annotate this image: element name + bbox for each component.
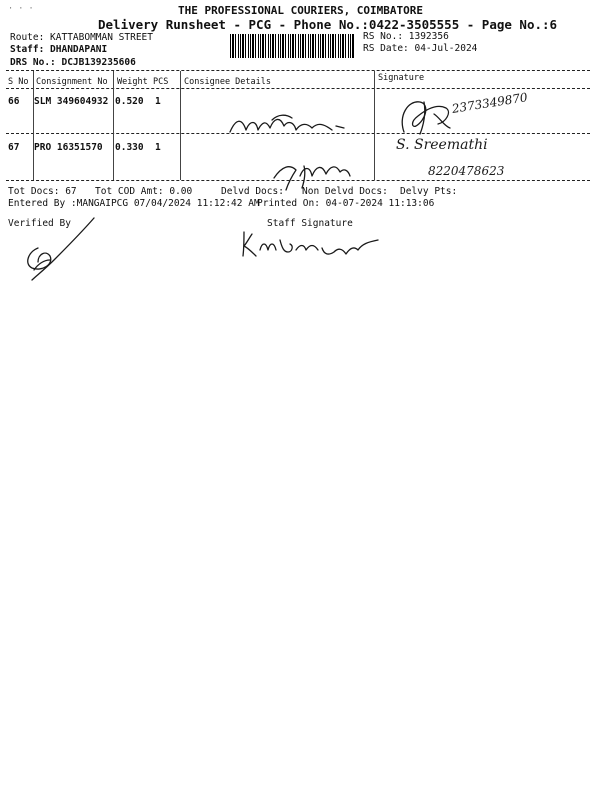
staff-label: Staff: DHANDAPANI: [10, 44, 108, 55]
col-header-sno: S No: [8, 77, 29, 87]
col-header-consignment: Consignment No: [36, 77, 108, 87]
runsheet-subtitle: Delivery Runsheet - PCG - Phone No.:0422-3505555 - Page No.:6: [98, 17, 558, 32]
row-sno: 66: [8, 96, 20, 107]
receiver-name-67: S. Sreemathi: [396, 137, 488, 153]
row-pcs: 1: [155, 96, 161, 107]
col-divider: [180, 71, 181, 180]
col-header-signature: Signature: [378, 73, 425, 83]
total-cod-amount: Tot COD Amt: 0.00: [95, 186, 193, 197]
verified-by-label: Verified By: [8, 218, 71, 229]
rs-date: RS Date: 04-Jul-2024: [363, 43, 478, 54]
rs-number: RS No.: 1392356: [363, 31, 449, 42]
rule-top: [6, 70, 590, 71]
receiver-signature-66: [394, 96, 458, 138]
delivery-points: Delvy Pts:: [400, 186, 458, 197]
route-label: Route: KATTABOMMAN STREET: [10, 32, 153, 43]
staff-signature: [238, 228, 384, 264]
corner-marks: · · ·: [8, 4, 34, 14]
company-title: THE PROFESSIONAL COURIERS, COIMBATORE: [178, 4, 424, 17]
consignee-signature-66: [228, 108, 348, 138]
receiver-phone-66: 2373349870: [450, 90, 529, 116]
total-docs: Tot Docs: 67: [8, 186, 77, 197]
printed-on: Printed On: 04-07-2024 11:13:06: [257, 198, 435, 209]
row-pcs: 1: [155, 142, 161, 153]
col-header-consignee: Consignee Details: [184, 77, 271, 87]
consignee-signature-67: [270, 156, 360, 190]
col-divider: [33, 71, 34, 180]
row-sno: 67: [8, 142, 20, 153]
col-divider: [113, 71, 114, 180]
row-weight: 0.330: [115, 142, 144, 153]
delivered-docs: Delvd Docs:: [221, 186, 284, 197]
verifier-signature: [14, 214, 98, 284]
row-consignment: PRO 16351570: [34, 142, 103, 153]
col-divider: [374, 71, 375, 180]
barcode: [230, 34, 355, 58]
rule-header-bottom: [6, 88, 590, 89]
non-delivered-docs: Non Delvd Docs:: [302, 186, 388, 197]
receiver-phone-67: 8220478623: [428, 164, 505, 178]
row-weight: 0.520: [115, 96, 144, 107]
row-consignment: SLM 349604932: [34, 96, 109, 107]
staff-signature-label: Staff Signature: [267, 218, 353, 229]
drs-number: DRS No.: DCJB139235606: [10, 57, 136, 68]
col-header-pcs: PCS: [153, 77, 169, 87]
col-header-weight: Weight: [117, 77, 148, 87]
entered-by: Entered By :MANGAIPCG 07/04/2024 11:12:42 AM: [8, 198, 260, 209]
